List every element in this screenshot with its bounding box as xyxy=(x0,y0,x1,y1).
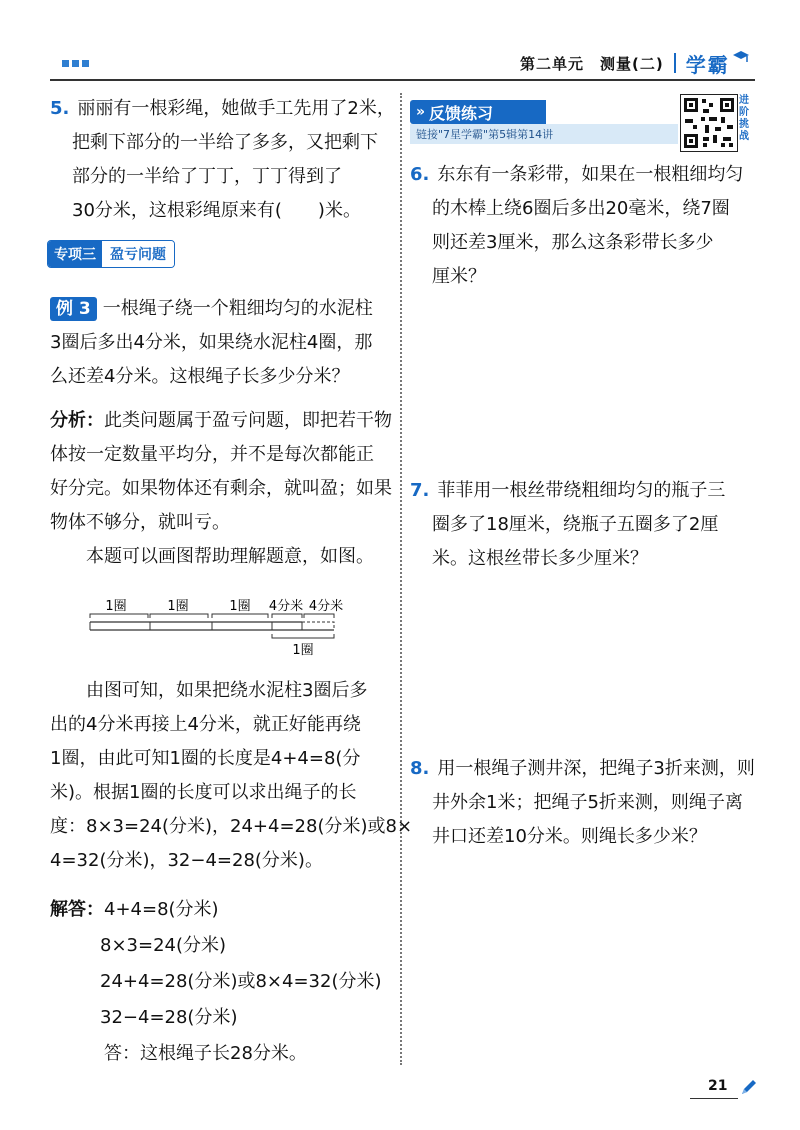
topic-title: 盈亏问题 xyxy=(102,241,174,267)
question-7 xyxy=(410,474,725,576)
header-divider xyxy=(674,53,676,73)
question-6 xyxy=(410,158,743,294)
question-number: 6. xyxy=(410,164,430,185)
analysis-line: 好分完。如果物体还有剩余，就叫盈；如果 xyxy=(50,478,392,499)
diagram-top-label: 1圈 xyxy=(229,599,251,614)
question-number: 8. xyxy=(410,758,430,779)
explanation-line: 4=32(分米)，32−4=28(分米)。 xyxy=(50,850,323,871)
explanation-line: 度：8×3=24(分米)，24+4=28(分米)或8× xyxy=(50,816,413,837)
solution-step: 4+4=8(分米) xyxy=(104,899,219,920)
question-line: 部分的一半给了丁丁，丁丁得到了 xyxy=(72,166,342,187)
solution-step: 8×3=24(分米) xyxy=(100,935,227,956)
diagram-top-label: 1圈 xyxy=(167,599,189,614)
question-line: 30分米，这根彩绳原来有( )米。 xyxy=(72,200,361,221)
analysis-line: 此类问题属于盈亏问题，即把若干物 xyxy=(104,410,392,431)
question-line: 菲菲用一根丝带绕粗细均匀的瓶子三 xyxy=(437,480,726,501)
question-line: 井口还差10分米。则绳长多少米？ xyxy=(432,826,707,847)
analysis-block xyxy=(50,404,392,574)
explanation-line: 米)。根据1圈的长度可以求出绳子的长 xyxy=(50,782,357,803)
explanation-line: 由图可知，如果把绕水泥柱3圈后多 xyxy=(86,680,368,701)
topic-tag xyxy=(47,240,175,268)
solution-label: 解答： xyxy=(50,899,104,920)
explanation-line: 1圈，由此可知1圈的长度是4+4=8(分 xyxy=(50,748,361,769)
feedback-title xyxy=(410,100,546,124)
analysis-line: 体按一定数量平均分，并不是每次都能正 xyxy=(50,444,374,465)
example-line: 么还差4分米。这根绳子长多少分米？ xyxy=(50,366,350,387)
question-line: 丽丽有一根彩绳，她做手工先用了2米， xyxy=(77,98,395,119)
rope-diagram xyxy=(88,596,368,658)
header-right xyxy=(520,50,750,76)
question-line: 则还差3厘米，那么这条彩带长多少 xyxy=(432,232,714,253)
diagram-top-label: 1圈 xyxy=(105,599,127,614)
question-8 xyxy=(410,752,755,854)
feedback-title-text: 反馈练习 xyxy=(429,103,494,123)
question-line: 圈多了18厘米，绕瓶子五圈多了2厘 xyxy=(432,514,719,535)
question-line: 用一根绳子测井深，把绳子3折来测，则 xyxy=(437,758,755,779)
explanation-block xyxy=(50,674,412,878)
example-line: 3圈后多出4分米，如果绕水泥柱4圈，那 xyxy=(50,332,373,353)
brand-logo: 学霸 xyxy=(685,52,730,77)
analysis-label: 分析： xyxy=(50,410,104,431)
example-3 xyxy=(50,292,373,394)
qr-code-icon[interactable] xyxy=(680,94,738,152)
footer-rule xyxy=(690,1098,738,1099)
graduation-cap-icon xyxy=(732,49,750,67)
diagram-top-label: 4分米 xyxy=(308,599,344,614)
pencil-icon xyxy=(738,1078,758,1098)
example-tag: 例 3 xyxy=(50,297,97,321)
header-decoration xyxy=(62,60,89,67)
diagram-top-label: 4分米 xyxy=(268,599,304,614)
double-arrow-icon: » xyxy=(416,104,426,120)
solution-step: 32−4=28(分米) xyxy=(100,1007,238,1028)
example-line: 一根绳子绕一个粗细均匀的水泥柱 xyxy=(102,298,373,319)
header-rule xyxy=(50,79,755,81)
question-line: 把剩下部分的一半给了多多，又把剩下 xyxy=(72,132,378,153)
solution-answer: 答：这根绳子长28分米。 xyxy=(104,1043,307,1064)
unit-title: 第二单元 测量(二) xyxy=(520,54,664,73)
question-number: 5. xyxy=(50,98,70,119)
analysis-line: 物体不够分，就叫亏。 xyxy=(50,512,230,533)
question-number: 7. xyxy=(410,480,430,501)
question-line: 井外余1米；把绳子5折来测，则绳子离 xyxy=(432,792,743,813)
diagram-bottom-label: 1圈 xyxy=(292,643,314,658)
solution-block xyxy=(50,892,382,1072)
question-line: 东东有一条彩带，如果在一根粗细均匀 xyxy=(437,164,744,185)
feedback-link: 链接"7星学霸"第5辑第14讲 xyxy=(410,124,678,144)
advanced-challenge-label: 进阶挑战 xyxy=(739,95,749,142)
question-5 xyxy=(50,92,395,228)
topic-tag-label: 专项三 xyxy=(48,241,102,267)
explanation-line: 出的4分米再接上4分米，就正好能再绕 xyxy=(50,714,361,735)
analysis-hint: 本题可以画图帮助理解题意，如图。 xyxy=(86,546,374,567)
page-number: 21 xyxy=(708,1078,728,1094)
question-line: 的木棒上绕6圈后多出20毫米，绕7圈 xyxy=(432,198,730,219)
question-line: 米。这根丝带长多少厘米？ xyxy=(432,548,648,569)
question-line: 厘米？ xyxy=(432,266,486,287)
solution-step: 24+4=28(分米)或8×4=32(分米) xyxy=(100,971,382,992)
column-divider xyxy=(400,93,402,1065)
